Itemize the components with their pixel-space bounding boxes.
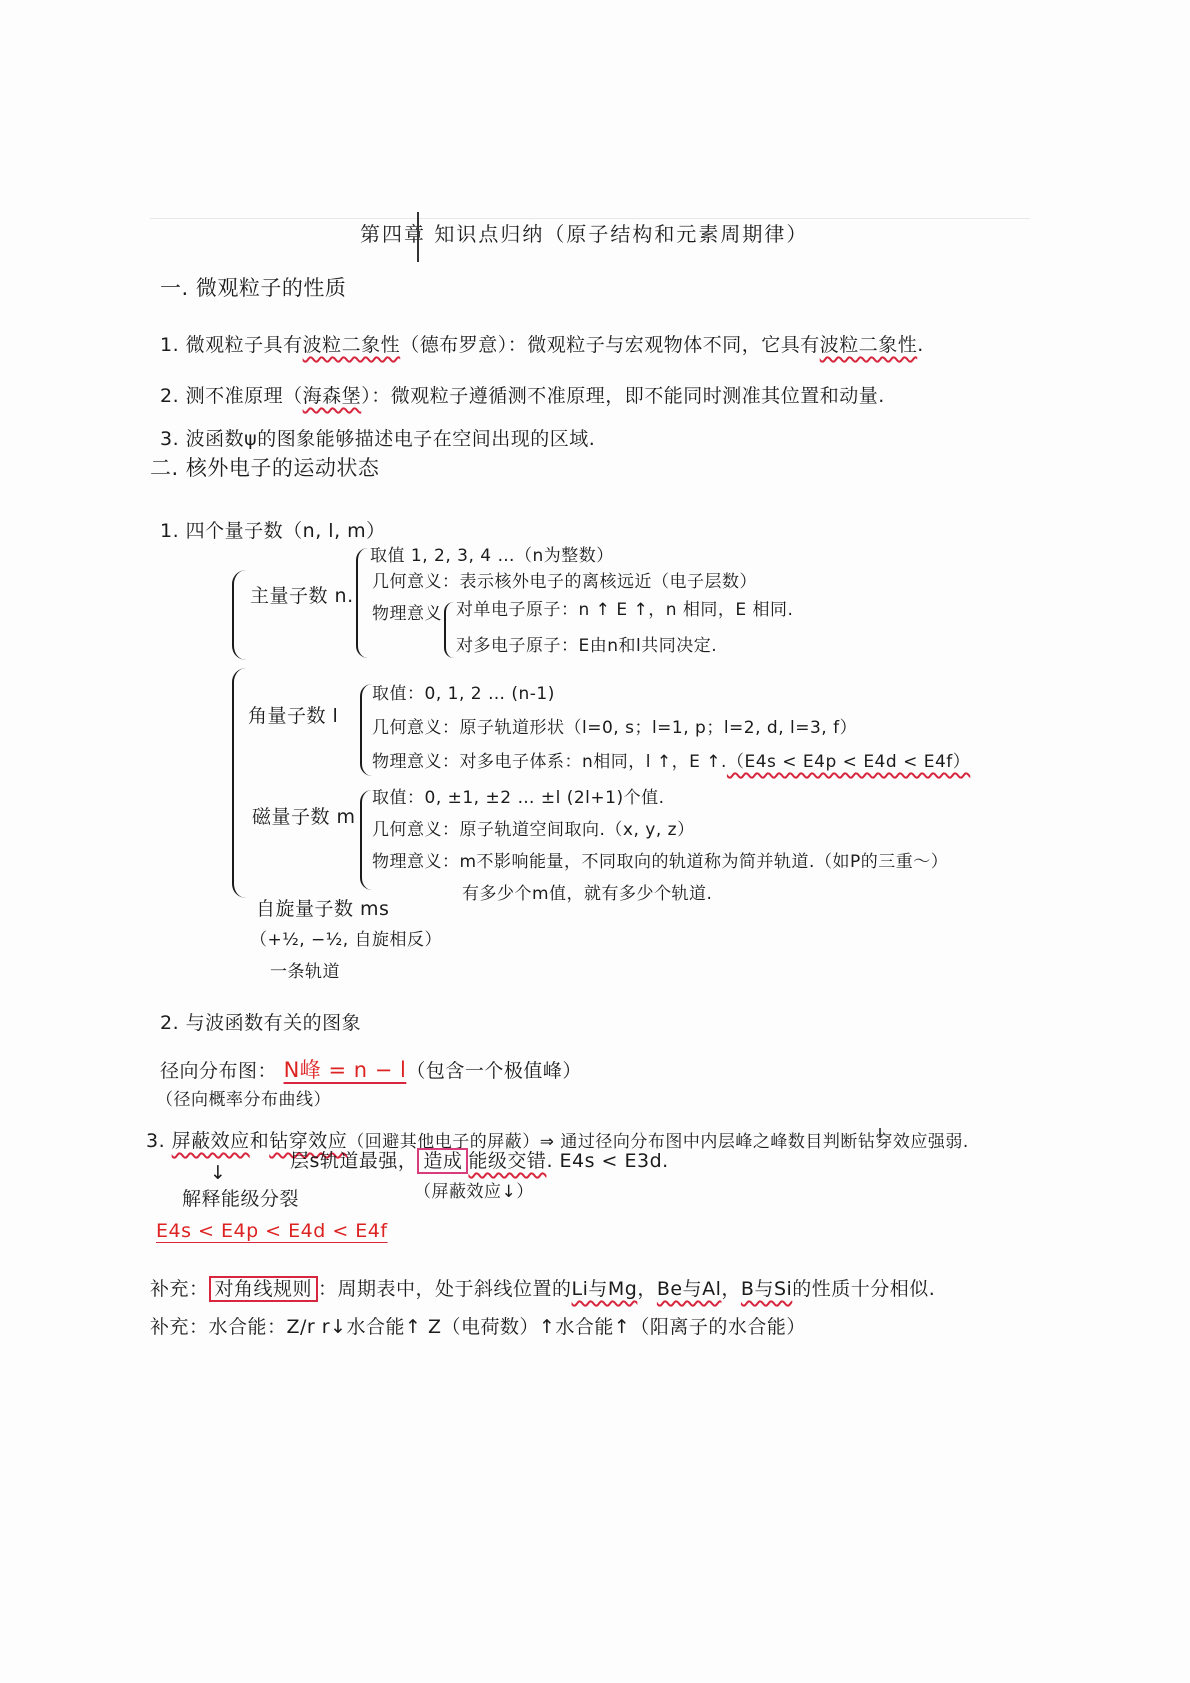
radial-distribution: 径向分布图： N峰 = n − l（包含一个极值峰）: [160, 1058, 582, 1082]
energy-order: E4s < E4p < E4d < E4f: [156, 1220, 388, 1242]
supplement-diagonal-rule: 补充： 对角线规则 ：周期表中，处于斜线位置的Li与Mg，Be与Al，B与Si的性质十分相似.: [150, 1278, 936, 1300]
spin-qn-label: 自旋量子数 ms: [256, 898, 390, 920]
spin-note: 一条轨道: [270, 962, 340, 982]
n-physical-meaning-label: 物理意义: [372, 604, 442, 624]
energy-splitting-note: 解释能级分裂: [182, 1188, 300, 1210]
spin-values: （+½, −½, 自旋相反）: [250, 930, 443, 950]
quantum-numbers-title: 1. 四个量子数（n, l, m）: [160, 520, 386, 542]
wavefunction-title: 2. 与波函数有关的图象: [160, 1012, 362, 1034]
m-orbital-count: 有多少个m值，就有多少个轨道.: [462, 884, 713, 904]
n-values: 取值 1, 2, 3, 4 …（n为整数）: [370, 546, 614, 566]
section-1-heading: 一. 微观粒子的性质: [160, 276, 347, 300]
shielding-note: （屏蔽效应↓）: [414, 1182, 534, 1202]
n-single-electron: 对单电子原子：n ↑ E ↑，n 相同，E 相同.: [456, 600, 794, 620]
l-geometric-meaning: 几何意义：原子轨道形状（l=0, s；l=1, p；l=2, d, l=3, f）: [372, 718, 858, 738]
l-values: 取值：0, 1, 2 … (n-1): [372, 684, 555, 704]
m-physical-meaning: 物理意义：m不影响能量，不同取向的轨道称为简并轨道.（如P的三重～）: [372, 852, 949, 872]
s1-point-2: 2. 测不准原理（海森堡）：微观粒子遵循测不准原理，即不能同时测准其位置和动量.: [160, 385, 885, 407]
page-title: 第四章 知识点归纳（原子结构和元素周期律）: [360, 222, 809, 246]
radial-note: （径向概率分布曲线）: [156, 1090, 331, 1110]
angular-qn-label: 角量子数 l: [248, 705, 339, 727]
shielding-sublines: 层s轨道最强， 造成 能级交错. E4s < E3d.: [290, 1150, 669, 1172]
m-values: 取值：0, ±1, ±2 … ±l (2l+1)个值.: [372, 788, 665, 808]
n-geometric-meaning: 几何意义：表示核外电子的离核远近（电子层数）: [372, 572, 757, 592]
n-multi-electron: 对多电子原子：E由n和l共同决定.: [456, 636, 718, 656]
down-arrow: ↓: [210, 1162, 227, 1184]
l-physical-meaning: 物理意义：对多电子体系：n相同，l ↑，E ↑.（E4s < E4p < E4d < E4f）: [372, 752, 971, 772]
s1-point-3: 3. 波函数ψ的图象能够描述电子在空间出现的区域.: [160, 428, 596, 450]
m-geometric-meaning: 几何意义：原子轨道空间取向.（x, y, z）: [372, 820, 695, 840]
supplement-hydration-energy: 补充：水合能：Z/r r↓水合能↑ Z（电荷数）↑水合能↑（阳离子的水合能）: [150, 1316, 806, 1338]
principal-qn-label: 主量子数 n.: [250, 585, 354, 607]
s1-point-1: 1. 微观粒子具有波粒二象性（德布罗意）：微观粒子与宏观物体不同，它具有波粒二象性.: [160, 334, 924, 356]
shielding-line: 3. 屏蔽效应和钻穿效应（回避其他电子的屏蔽）⇒ 通过径向分布图中内层峰之峰数目判断钻穿效应强弱.: [146, 1130, 969, 1152]
section-2-heading: 二. 核外电子的运动状态: [150, 456, 380, 480]
magnetic-qn-label: 磁量子数 m: [252, 806, 356, 828]
